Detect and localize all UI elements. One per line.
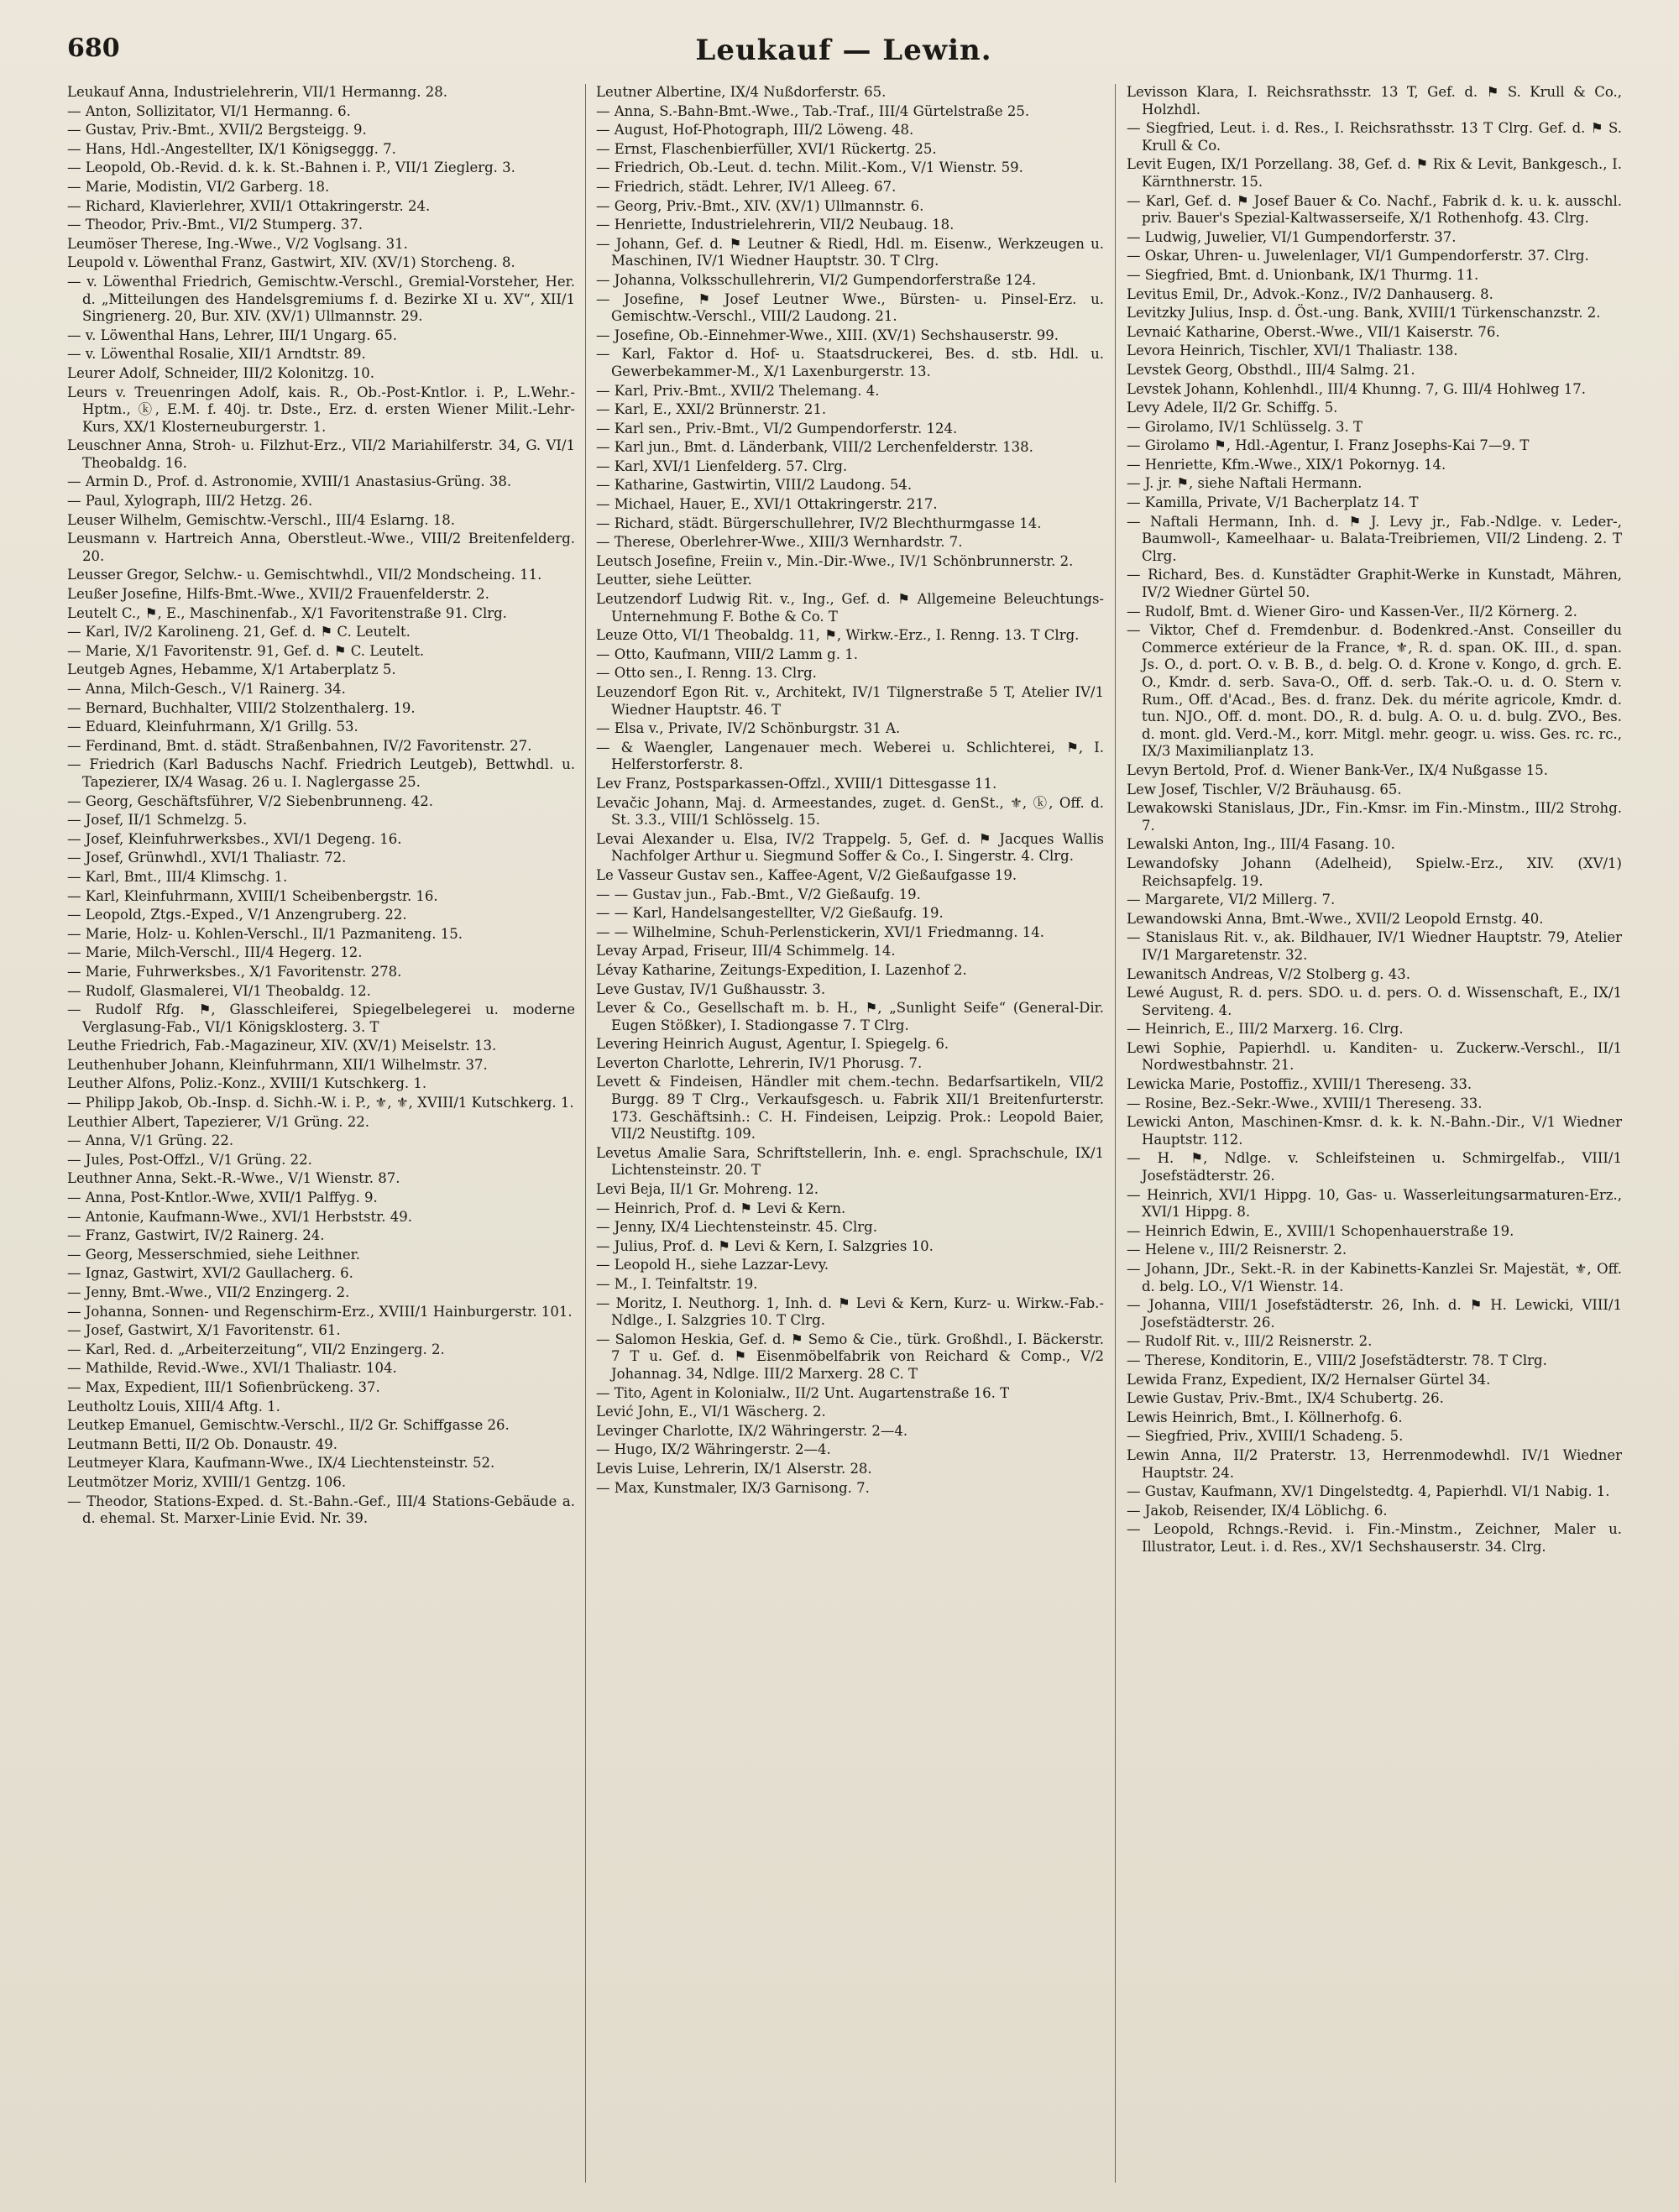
directory-entry: — Johann, JDr., Sekt.-R. in der Kabinetts-Kanzlei Sr. Majestät, ⚜, Off. d. belg. LO., V/1 Wienstr. 14. bbox=[1127, 1261, 1622, 1294]
directory-entry: — Marie, X/1 Favoritenstr. 91, Gef. d. ⚑ C. Leutelt. bbox=[67, 642, 425, 659]
directory-entry: Leurs v. Treuenringen Adolf, kais. R., Ob.-Post-Kntlor. i. P., L.Wehr.-Hptm., ⓚ, E.M. f. 40j. tr. Dste., Erz. d. ersten Wiener Milit.-Lehr-Kurs, XX/1 Klosterneuburgerstr. 1. bbox=[67, 384, 575, 435]
directory-entry: — Johanna, VIII/1 Josefstädterstr. 26, Inh. d. ⚑ H. Lewicki, VIII/1 Josefstädterstr. 26. bbox=[1127, 1297, 1622, 1331]
directory-entry: — Karl, Priv.-Bmt., XVII/2 Thelemang. 4. bbox=[596, 382, 880, 399]
directory-entry: Leuschner Anna, Stroh- u. Filzhut-Erz., VII/2 Mariahilferstr. 34, G. VI/1 Theobaldg. 16. bbox=[67, 437, 575, 471]
directory-entry: — August, Hof-Photograph, III/2 Löweng. 48. bbox=[596, 122, 914, 139]
directory-entry: — Girolamo ⚑, Hdl.-Agentur, I. Franz Josephs-Kai 7—9. T bbox=[1127, 437, 1530, 454]
directory-entry: — Anna, Post-Kntlor.-Wwe, XVII/1 Palffyg. 9. bbox=[67, 1190, 378, 1206]
directory-entry: — Hans, Hdl.-Angestellter, IX/1 Königseggg. 7. bbox=[67, 140, 396, 157]
page-number: 680 bbox=[67, 34, 120, 63]
directory-entry: — Franz, Gastwirt, IV/2 Rainerg. 24. bbox=[67, 1227, 325, 1244]
directory-entry: — Paul, Xylograph, III/2 Hetzg. 26. bbox=[67, 493, 313, 510]
directory-entry: Levai Alexander u. Elsa, IV/2 Trappelg. 5, Gef. d. ⚑ Jacques Wallis Nachfolger Arthur u. Siegmund Soffer & Co., I. Singerstr. 4. Clrg. bbox=[596, 830, 1104, 865]
directory-entry: — & Waengler, Langenauer mech. Weberei u. Schlichterei, ⚑, I. Helferstorferstr. 8. bbox=[596, 739, 1104, 773]
directory-entry: — Katharine, Gastwirtin, VIII/2 Laudong. 54. bbox=[596, 477, 913, 494]
directory-entry: — Karl, E., XXI/2 Brünnerstr. 21. bbox=[596, 401, 827, 418]
directory-entry: — Mathilde, Revid.-Wwe., XVI/1 Thaliastr. 104. bbox=[67, 1360, 397, 1377]
directory-entry: — H. ⚑, Ndlge. v. Schleifsteinen u. Schmirgelfab., VIII/1 Josefstädterstr. 26. bbox=[1127, 1150, 1622, 1184]
directory-entry: Leutsch Josefine, Freiin v., Min.-Dir.-Wwe., IV/1 Schönbrunnerstr. 2. bbox=[596, 552, 1074, 569]
directory-entry: — Margarete, VI/2 Millerg. 7. bbox=[1127, 892, 1336, 908]
directory-entry: — J. jr. ⚑, siehe Naftali Hermann. bbox=[1127, 475, 1363, 492]
directory-entry: Leutgeb Agnes, Hebamme, X/1 Artaberplatz 5. bbox=[67, 662, 396, 678]
directory-entry: Levis Luise, Lehrerin, IX/1 Alserstr. 28. bbox=[596, 1460, 872, 1477]
directory-entry: — Josefine, Ob.-Einnehmer-Wwe., XIII. (XV/1) Sechshauserstr. 99. bbox=[596, 327, 1059, 343]
directory-entry: — Marie, Fuhrwerksbes., X/1 Favoritenstr. 278. bbox=[67, 963, 402, 980]
directory-entry: Lewandofsky Johann (Adelheid), Spielw.-Erz., XIV. (XV/1) Reichsapfelg. 19. bbox=[1127, 855, 1622, 889]
directory-entry: Leutmann Betti, II/2 Ob. Donaustr. 49. bbox=[67, 1435, 337, 1452]
directory-entry: — Anna, Milch-Gesch., V/1 Rainerg. 34. bbox=[67, 681, 346, 697]
directory-entry: — Eduard, Kleinfuhrmann, X/1 Grillg. 53. bbox=[67, 719, 358, 735]
directory-entry: Levy Adele, II/2 Gr. Schiffg. 5. bbox=[1127, 400, 1338, 416]
directory-entry: Lewi Sophie, Papierhdl. u. Kanditen- u. Zuckerw.-Verschl., II/1 Nordwestbahnstr. 21. bbox=[1127, 1039, 1622, 1074]
directory-entry: Leverton Charlotte, Lehrerin, IV/1 Phorusg. 7. bbox=[596, 1054, 923, 1071]
directory-entry: — Siegfried, Priv., XVIII/1 Schadeng. 5. bbox=[1127, 1428, 1404, 1445]
directory-entry: — Karl, IV/2 Karolineng. 21, Gef. d. ⚑ C. Leutelt. bbox=[67, 624, 411, 641]
directory-entry: Lévay Katharine, Zeitungs-Expedition, I. Lazenhof 2. bbox=[596, 961, 967, 978]
directory-entry: — Max, Kunstmaler, IX/3 Garnisong. 7. bbox=[596, 1479, 870, 1496]
directory-entry: Leuser Wilhelm, Gemischtw.-Verschl., III/4 Eslarng. 18. bbox=[67, 511, 456, 528]
directory-entry: — Friedrich (Karl Baduschs Nachf. Friedrich Leutgeb), Bettwhdl. u. Tapezierer, IX/4 Wasag. 26 u. I. Naglergasse 25. bbox=[67, 756, 575, 790]
directory-entry: — Anna, S.-Bahn-Bmt.-Wwe., Tab.-Traf., III/4 Gürtelstraße 25. bbox=[596, 102, 1030, 119]
directory-entry: — Rudolf Rfg. ⚑, Glasschleiferei, Spiegelbelegerei u. moderne Verglasung-Fab., VI/1 Königsklosterg. 3. T bbox=[67, 1001, 575, 1035]
directory-entry: — Karl, Gef. d. ⚑ Josef Bauer & Co. Nachf., Fabrik d. k. u. k. ausschl. priv. Bauer's Spezial-Kaltwasserseife, X/1 Rothenhofg. 43. Clrg. bbox=[1127, 192, 1622, 227]
directory-entry: Leuthe Friedrich, Fab.-Magazineur, XIV. (XV/1) Meiselstr. 13. bbox=[67, 1038, 497, 1054]
directory-entry: — Kamilla, Private, V/1 Bacherplatz 14. T bbox=[1127, 494, 1419, 511]
running-head: Leukauf — Lewin. bbox=[695, 34, 992, 67]
directory-entry: Lewandowski Anna, Bmt.-Wwe., XVII/2 Leopold Ernstg. 40. bbox=[1127, 910, 1544, 927]
column-left bbox=[67, 84, 575, 2183]
directory-entry: — Henriette, Industrielehrerin, VII/2 Neubaug. 18. bbox=[596, 217, 955, 233]
directory-entry: — Ernst, Flaschenbierfüller, XVI/1 Rückertg. 25. bbox=[596, 140, 937, 157]
directory-entry: Leußer Josefine, Hilfs-Bmt.-Wwe., XVII/2 Frauenfelderstr. 2. bbox=[67, 586, 489, 603]
directory-entry: Lewin Anna, II/2 Praterstr. 13, Herrenmodewhdl. IV/1 Wiedner Hauptstr. 24. bbox=[1127, 1446, 1622, 1481]
directory-entry: — Josef, Gastwirt, X/1 Favoritenstr. 61. bbox=[67, 1322, 341, 1339]
directory-entry: — Max, Expedient, III/1 Sofienbrückeng. 37. bbox=[67, 1378, 380, 1395]
directory-entry: — Siegfried, Leut. i. d. Res., I. Reichsrathsstr. 13 T Clrg. Gef. d. ⚑ S. Krull & Co. bbox=[1127, 120, 1622, 154]
directory-entry: — Gustav, Kaufmann, XV/1 Dingelstedtg. 4, Papierhdl. VI/1 Nabig. 1. bbox=[1127, 1483, 1610, 1500]
directory-entry: — Leopold H., siehe Lazzar-Levy. bbox=[596, 1257, 829, 1273]
directory-entry: Levyn Bertold, Prof. d. Wiener Bank-Ver., IX/4 Nußgasse 15. bbox=[1127, 761, 1549, 778]
directory-entry: — Otto, Kaufmann, VIII/2 Lamm g. 1. bbox=[596, 646, 858, 662]
directory-entry: — Henriette, Kfm.-Wwe., XIX/1 Pokornyg. 14. bbox=[1127, 456, 1446, 473]
directory-entry: — Karl, Faktor d. Hof- u. Staatsdruckerei, Bes. d. stb. Hdl. u. Gewerbekammer-M., X/1 Laxenburgerstr. 13. bbox=[596, 346, 1104, 379]
directory-entry: — Ignaz, Gastwirt, XVI/2 Gaullacherg. 6. bbox=[67, 1265, 353, 1282]
directory-entry: Levi Beja, II/1 Gr. Mohreng. 12. bbox=[596, 1181, 819, 1198]
directory-entry: — Salomon Heskia, Gef. d. ⚑ Semo & Cie., türk. Großhdl., I. Bäckerstr. 7 T u. Gef. d. ⚑ Eisenmöbelfabrik von Reichard & Comp., V/2 Johannag. 34, Ndlge. III/2 Marxerg. 28 C. T bbox=[596, 1331, 1104, 1382]
directory-entry: — Josef, Grünwhdl., XVI/1 Thaliastr. 72. bbox=[67, 850, 347, 866]
directory-entry: — Naftali Hermann, Inh. d. ⚑ J. Levy jr., Fab.-Ndlge. v. Leder-, Baumwoll-, Kameelhaar- u. Balata-Treibriemen, VII/2 Lindeng. 2. T Clrg. bbox=[1127, 513, 1622, 564]
directory-entry: — Rudolf, Bmt. d. Wiener Giro- und Kassen-Ver., II/2 Körnerg. 2. bbox=[1127, 603, 1577, 620]
directory-entry: — Anton, Sollizitator, VI/1 Hermanng. 6. bbox=[67, 102, 351, 119]
directory-entry: — Friedrich, städt. Lehrer, IV/1 Alleeg. 67. bbox=[596, 178, 897, 195]
directory-entry: — Richard, städt. Bürgerschullehrer, IV/2 Blechthurmgasse 14. bbox=[596, 515, 1042, 531]
directory-entry: Leutmötzer Moriz, XVIII/1 Gentzg. 106. bbox=[67, 1473, 347, 1490]
directory-entry: — Leopold, Ob.-Revid. d. k. k. St.-Bahnen i. P., VII/1 Zieglerg. 3. bbox=[67, 159, 515, 176]
directory-entry: Lewakowski Stanislaus, JDr., Fin.-Kmsr. im Fin.-Minstm., III/2 Strohg. 7. bbox=[1127, 800, 1622, 834]
directory-entry: — Antonie, Kaufmann-Wwe., XVI/1 Herbststr. 49. bbox=[67, 1208, 412, 1225]
directory-entry: — Friedrich, Ob.-Leut. d. techn. Milit.-Kom., V/1 Wienstr. 59. bbox=[596, 159, 1023, 176]
directory-entry: — Georg, Geschäftsführer, V/2 Siebenbrunneng. 42. bbox=[67, 792, 433, 809]
directory-entry: Lewé August, R. d. pers. SDO. u. d. pers. O. d. Wissenschaft, E., IX/1 Serviteng. 4. bbox=[1127, 985, 1622, 1018]
directory-entry: — Heinrich Edwin, E., XVIII/1 Schopenhauerstraße 19. bbox=[1127, 1222, 1514, 1239]
column-middle bbox=[596, 84, 1104, 2183]
directory-entry: Lewicka Marie, Postoffiz., XVIII/1 Thereseng. 33. bbox=[1127, 1076, 1472, 1093]
directory-entry: Levetus Amalie Sara, Schriftstellerin, Inh. e. engl. Sprachschule, IX/1 Lichtensteinstr. 20. T bbox=[596, 1144, 1104, 1179]
directory-entry: — Josef, Kleinfuhrwerksbes., XVI/1 Degeng. 16. bbox=[67, 830, 402, 847]
directory-entry: — Julius, Prof. d. ⚑ Levi & Kern, I. Salzgries 10. bbox=[596, 1237, 934, 1254]
directory-entry: — Richard, Bes. d. Kunstädter Graphit-Werke in Kunstadt, Mähren, IV/2 Wiedner Gürtel 50. bbox=[1127, 567, 1622, 601]
directory-entry: Leumöser Therese, Ing.-Wwe., V/2 Voglsang. 31. bbox=[67, 235, 408, 252]
directory-entry: Levisson Klara, I. Reichsrathsstr. 13 T, Gef. d. ⚑ S. Krull & Co., Holzhdl. bbox=[1127, 84, 1622, 118]
directory-entry: — Anna, V/1 Grüng. 22. bbox=[67, 1132, 234, 1149]
directory-entry: Leve Gustav, IV/1 Gußhausstr. 3. bbox=[596, 980, 826, 997]
directory-entry: — Gustav, Priv.-Bmt., XVII/2 Bergsteigg. 9. bbox=[67, 122, 367, 139]
directory-entry: — Ferdinand, Bmt. d. städt. Straßenbahnen, IV/2 Favoritenstr. 27. bbox=[67, 737, 532, 754]
column-divider bbox=[1115, 84, 1116, 2183]
directory-entry: — Michael, Hauer, E., XVI/1 Ottakringerstr. 217. bbox=[596, 496, 938, 513]
directory-entry: Leukauf Anna, Industrielehrerin, VII/1 Hermanng. 28. bbox=[67, 84, 447, 100]
directory-entry: — Theodor, Priv.-Bmt., VI/2 Stumperg. 37. bbox=[67, 217, 364, 233]
directory-entry: — Tito, Agent in Kolonialw., II/2 Unt. Augartenstraße 16. T bbox=[596, 1384, 1010, 1401]
directory-entry: Levora Heinrich, Tischler, XVI/1 Thaliastr. 138. bbox=[1127, 343, 1458, 359]
directory-entry: — — Gustav jun., Fab.-Bmt., V/2 Gießaufg. 19. bbox=[596, 886, 921, 902]
directory-entry: — Rudolf, Glasmalerei, VI/1 Theobaldg. 12. bbox=[67, 982, 371, 999]
directory-entry: — Moritz, I. Neuthorg. 1, Inh. d. ⚑ Levi & Kern, Kurz- u. Wirkw.-Fab.-Ndlge., I. Salzgries 10. T Clrg. bbox=[596, 1294, 1104, 1329]
directory-entry: Leuzendorf Egon Rit. v., Architekt, IV/1 Tilgnerstraße 5 T, Atelier IV/1 Wiedner Hauptstr. 46. T bbox=[596, 684, 1104, 718]
directory-entry: — Heinrich, Prof. d. ⚑ Levi & Kern. bbox=[596, 1200, 846, 1216]
directory-entry: — Leopold, Ztgs.-Exped., V/1 Anzengruberg. 22. bbox=[67, 907, 407, 923]
directory-entry: — Girolamo, IV/1 Schlüsselg. 3. T bbox=[1127, 418, 1363, 435]
directory-entry: — Johanna, Sonnen- und Regenschirm-Erz., XVIII/1 Hainburgerstr. 101. bbox=[67, 1303, 573, 1320]
directory-entry: — Karl, Kleinfuhrmann, XVIII/1 Scheibenbergstr. 16. bbox=[67, 887, 438, 904]
directory-entry: Leuthner Anna, Sekt.-R.-Wwe., V/1 Wienstr. 87. bbox=[67, 1170, 400, 1187]
directory-entry: Leurer Adolf, Schneider, III/2 Kolonitzg. 10. bbox=[67, 364, 374, 381]
directory-entry: Lewie Gustav, Priv.-Bmt., IX/4 Schubertg. 26. bbox=[1127, 1390, 1444, 1407]
directory-entry: — Therese, Oberlehrer-Wwe., XIII/3 Wernhardstr. 7. bbox=[596, 534, 963, 551]
directory-entry: Leutmeyer Klara, Kaufmann-Wwe., IX/4 Liechtensteinstr. 52. bbox=[67, 1455, 495, 1472]
directory-entry: Lewida Franz, Expedient, IX/2 Hernalser Gürtel 34. bbox=[1127, 1371, 1491, 1388]
directory-entry: — Marie, Modistin, VI/2 Garberg. 18. bbox=[67, 178, 330, 195]
directory-entry: Leuthenhuber Johann, Kleinfuhrmann, XII/1 Wilhelmstr. 37. bbox=[67, 1056, 488, 1073]
directory-entry: — Bernard, Buchhalter, VIII/2 Stolzenthalerg. 19. bbox=[67, 699, 416, 716]
directory-entry: Leutholtz Louis, XIII/4 Aftg. 1. bbox=[67, 1398, 280, 1415]
directory-entry: — Jules, Post-Offzl., V/1 Grüng. 22. bbox=[67, 1151, 312, 1168]
directory-entry: — Jenny, IX/4 Liechtensteinstr. 45. Clrg. bbox=[596, 1219, 877, 1236]
directory-entry: — Viktor, Chef d. Fremdenbur. d. Bodenkred.-Anst. Conseiller du Commerce extérieur de la France, ⚜, R. d. span. OK. III., d. span. Js. O., d. port. O. v. B. B., d. belg. O. d. Krone v. Kongo, d. grch. E. O., Kmdr. d. serb. Sava-O., Off. d. serb. Tak.-O. u. d. O. Stern v. Rum., Off. d'Acad., Bes. d. franz. Dek. du mérite agricole, Kmdr. d. tun. NJO., Off. d. mont. DO., R. d. bulg. A. O. u. d. bulg. ZVO., Bes. d. mont. gld. Verd.-M., korr. Mitgl. mehr. geogr. u. wiss. Ges. rc. rc., IX/3 Maximilianplatz 13. bbox=[1127, 622, 1622, 760]
directory-entry: — Helene v., III/2 Reisnerstr. 2. bbox=[1127, 1242, 1347, 1258]
directory-entry: Levačic Johann, Maj. d. Armeestandes, zuget. d. GenSt., ⚜, ⓚ, Off. d. St. 3.3., VIII/1 Schlösselg. 15. bbox=[596, 794, 1104, 829]
directory-entry: — — Karl, Handelsangestellter, V/2 Gießaufg. 19. bbox=[596, 905, 944, 922]
directory-entry: — M., I. Teinfaltstr. 19. bbox=[596, 1276, 758, 1292]
directory-entry: — Karl sen., Priv.-Bmt., VI/2 Gumpendorferstr. 124. bbox=[596, 420, 958, 437]
directory-entry: — Karl, Bmt., III/4 Klimschg. 1. bbox=[67, 868, 288, 885]
directory-entry: — Josef, II/1 Schmelzg. 5. bbox=[67, 812, 248, 829]
directory-entry: — Armin D., Prof. d. Astronomie, XVIII/1 Anastasius-Grüng. 38. bbox=[67, 473, 512, 490]
directory-entry: Leuther Alfons, Poliz.-Konz., XVIII/1 Kutschkerg. 1. bbox=[67, 1075, 427, 1092]
directory-entry: — Marie, Milch-Verschl., III/4 Hegerg. 12. bbox=[67, 944, 363, 961]
directory-entry: Lev Franz, Postsparkassen-Offzl., XVIII/1 Dittesgasse 11. bbox=[596, 775, 997, 792]
directory-entry: Levett & Findeisen, Händler mit chem.-techn. Bedarfsartikeln, VII/2 Burgg. 89 T Clrg., Verkaufsgesch. u. Fabrik XII/1 Breitenfurterstr. 173. Geschäftsinh.: C. H. Findeisen, Leipzig. Prok.: Leopold Baier, VII/2 Neustiftg. 109. bbox=[596, 1074, 1104, 1143]
directory-entry: — Johann, Gef. d. ⚑ Leutner & Riedl, Hdl. m. Eisenw., Werkzeugen u. Maschinen, IV/1 Wiedner Hauptstr. 30. T Clrg. bbox=[596, 235, 1104, 269]
directory-entry: — — Wilhelmine, Schuh-Perlenstickerin, XVI/1 Friedmanng. 14. bbox=[596, 923, 1044, 940]
directory-entry: — Heinrich, XVI/1 Hippg. 10, Gas- u. Wasserleitungsarmaturen-Erz., XVI/1 Hippg. 8. bbox=[1127, 1186, 1622, 1221]
directory-entry: — v. Löwenthal Friedrich, Gemischtw.-Verschl., Gremial-Vorsteher, Her. d. „Mitteilungen des Handelsgremiums f. d. Bezirke XI u. XV“, XII/1 Singrienerg. 20, Bur. XIV. (XV/1) Ullmannstr. 29. bbox=[67, 273, 575, 325]
directory-entry: — v. Löwenthal Hans, Lehrer, III/1 Ungarg. 65. bbox=[67, 327, 397, 343]
page-header bbox=[67, 34, 1620, 67]
directory-entry: Levinger Charlotte, IX/2 Währingerstr. 2—4. bbox=[596, 1422, 908, 1439]
directory-entry: — Philipp Jakob, Ob.-Insp. d. Sichh.-W. i. P., ⚜, ⚜, XVIII/1 Kutschkerg. 1. bbox=[67, 1095, 574, 1111]
directory-entry: Levit Eugen, IX/1 Porzellang. 38, Gef. d. ⚑ Rix & Levit, Bankgesch., I. Kärnthnerstr. 15. bbox=[1127, 156, 1622, 190]
directory-entry: Levstek Georg, Obsthdl., III/4 Salmg. 21. bbox=[1127, 361, 1415, 378]
directory-entry: — Marie, Holz- u. Kohlen-Verschl., II/1 Pazmaniteng. 15. bbox=[67, 925, 463, 942]
directory-entry: — Georg, Messerschmied, siehe Leithner. bbox=[67, 1246, 360, 1263]
directory-entry: — Karl, Red. d. „Arbeiterzeitung“, VII/2 Enzingerg. 2. bbox=[67, 1341, 445, 1357]
column-divider bbox=[585, 84, 586, 2183]
directory-entry: Lewicki Anton, Maschinen-Kmsr. d. k. k. N.-Bahn.-Dir., V/1 Wiedner Hauptstr. 112. bbox=[1127, 1114, 1622, 1148]
directory-entry: Leusser Gregor, Selchw.- u. Gemischtwhdl., VII/2 Mondscheing. 11. bbox=[67, 567, 542, 583]
directory-entry: Lewalski Anton, Ing., III/4 Fasang. 10. bbox=[1127, 836, 1395, 853]
directory-entry: — Jakob, Reisender, IX/4 Löblichg. 6. bbox=[1127, 1502, 1388, 1519]
directory-entry: Levering Heinrich August, Agentur, I. Spiegelg. 6. bbox=[596, 1036, 949, 1053]
directory-entry: Lević John, E., VI/1 Wäscherg. 2. bbox=[596, 1404, 826, 1420]
directory-entry: — Rosine, Bez.-Sekr.-Wwe., XVIII/1 Thereseng. 33. bbox=[1127, 1095, 1483, 1111]
directory-entry: — Leopold, Rchngs.-Revid. i. Fin.-Minstm., Zeichner, Maler u. Illustrator, Leut. i. d. Res., XV/1 Sechshauserstr. 34. Clrg. bbox=[1127, 1521, 1622, 1555]
column-right bbox=[1127, 84, 1622, 2183]
directory-entry: Leutner Albertine, IX/4 Nußdorferstr. 65. bbox=[596, 84, 887, 100]
directory-entry: — Karl jun., Bmt. d. Länderbank, VIII/2 Lerchenfelderstr. 138. bbox=[596, 439, 1033, 456]
directory-entry: — v. Löwenthal Rosalie, XII/1 Arndtstr. 89. bbox=[67, 346, 366, 363]
directory-entry: — Josefine, ⚑ Josef Leutner Wwe., Bürsten- u. Pinsel-Erz. u. Gemischtw.-Verschl., VIII/2 Laudong. 21. bbox=[596, 290, 1104, 325]
directory-entry: — Rudolf Rit. v., III/2 Reisnerstr. 2. bbox=[1127, 1333, 1373, 1350]
directory-entry: Leuze Otto, VI/1 Theobaldg. 11, ⚑, Wirkw.-Erz., I. Renng. 13. T Clrg. bbox=[596, 627, 1080, 644]
directory-entry: — Therese, Konditorin, E., VIII/2 Josefstädterstr. 78. T Clrg. bbox=[1127, 1352, 1547, 1368]
directory-entry: Leuthier Albert, Tapezierer, V/1 Grüng. 22. bbox=[67, 1113, 369, 1130]
directory-entry: — Jenny, Bmt.-Wwe., VII/2 Enzingerg. 2. bbox=[67, 1284, 350, 1300]
directory-entry: Levitus Emil, Dr., Advok.-Konz., IV/2 Danhauserg. 8. bbox=[1127, 285, 1493, 302]
directory-entry: — Elsa v., Private, IV/2 Schönburgstr. 31 A. bbox=[596, 720, 901, 737]
directory-entry: — Richard, Klavierlehrer, XVII/1 Ottakringerstr. 24. bbox=[67, 197, 431, 214]
directory-entry: Levitzky Julius, Insp. d. Öst.-ung. Bank, XVIII/1 Türkenschanzstr. 2. bbox=[1127, 305, 1601, 322]
directory-entry: Leutkep Emanuel, Gemischtw.-Verschl., II/2 Gr. Schiffgasse 26. bbox=[67, 1417, 510, 1434]
directory-entry: Leusmann v. Hartreich Anna, Oberstleut.-Wwe., VIII/2 Breitenfelderg. 20. bbox=[67, 531, 575, 564]
directory-entry: Lever & Co., Gesellschaft m. b. H., ⚑, „Sunlight Seife“ (General-Dir. Eugen Stößker), I. Stadiongasse 7. T Clrg. bbox=[596, 1000, 1104, 1033]
directory-entry: Lewanitsch Andreas, V/2 Stolberg g. 43. bbox=[1127, 965, 1411, 982]
directory-entry: — Johanna, Volksschullehrerin, VI/2 Gumpendorferstraße 124. bbox=[596, 271, 1037, 288]
directory-entry: — Otto sen., I. Renng. 13. Clrg. bbox=[596, 665, 817, 682]
directory-entry: Levay Arpad, Friseur, III/4 Schimmelg. 14. bbox=[596, 943, 896, 960]
directory-entry: — Heinrich, E., III/2 Marxerg. 16. Clrg. bbox=[1127, 1021, 1404, 1038]
directory-entry: Le Vasseur Gustav sen., Kaffee-Agent, V/2 Gießaufgasse 19. bbox=[596, 866, 1017, 883]
directory-entry: Levnaić Katharine, Oberst.-Wwe., VII/1 Kaiserstr. 76. bbox=[1127, 323, 1500, 340]
directory-entry: — Hugo, IX/2 Währingerstr. 2—4. bbox=[596, 1441, 831, 1458]
directory-entry: — Georg, Priv.-Bmt., XIV. (XV/1) Ullmannstr. 6. bbox=[596, 197, 924, 214]
directory-entry: Leutter, siehe Leütter. bbox=[596, 572, 752, 588]
directory-entry: Leutelt C., ⚑, E., Maschinenfab., X/1 Favoritenstraße 91. Clrg. bbox=[67, 604, 507, 621]
directory-entry: — Ludwig, Juwelier, VI/1 Gumpendorferstr. 37. bbox=[1127, 228, 1457, 245]
directory-entry: Lew Josef, Tischler, V/2 Bräuhausg. 65. bbox=[1127, 781, 1402, 797]
directory-entry: — Stanislaus Rit. v., ak. Bildhauer, IV/1 Wiedner Hauptstr. 79, Atelier IV/1 Margaretenstr. 32. bbox=[1127, 929, 1622, 963]
directory-entry: Leutzendorf Ludwig Rit. v., Ing., Gef. d. ⚑ Allgemeine Beleuchtungs-Unternehmung F. Bothe & Co. T bbox=[596, 591, 1104, 625]
directory-entry: Leupold v. Löwenthal Franz, Gastwirt, XIV. (XV/1) Storcheng. 8. bbox=[67, 254, 515, 271]
directory-entry: — Siegfried, Bmt. d. Unionbank, IX/1 Thurmg. 11. bbox=[1127, 266, 1479, 283]
directory-entry: — Theodor, Stations-Exped. d. St.-Bahn.-Gef., III/4 Stations-Gebäude a. d. ehemal. St. Marxer-Linie Evid. Nr. 39. bbox=[67, 1493, 575, 1527]
directory-entry: — Karl, XVI/1 Lienfelderg. 57. Clrg. bbox=[596, 458, 848, 474]
directory-columns bbox=[67, 84, 1620, 2183]
directory-entry: — Oskar, Uhren- u. Juwelenlager, VI/1 Gumpendorferstr. 37. Clrg. bbox=[1127, 248, 1589, 264]
directory-entry: Lewis Heinrich, Bmt., I. Köllnerhofg. 6. bbox=[1127, 1409, 1403, 1425]
directory-entry: Levstek Johann, Kohlenhdl., III/4 Khunng. 7, G. III/4 Hohlweg 17. bbox=[1127, 380, 1587, 397]
